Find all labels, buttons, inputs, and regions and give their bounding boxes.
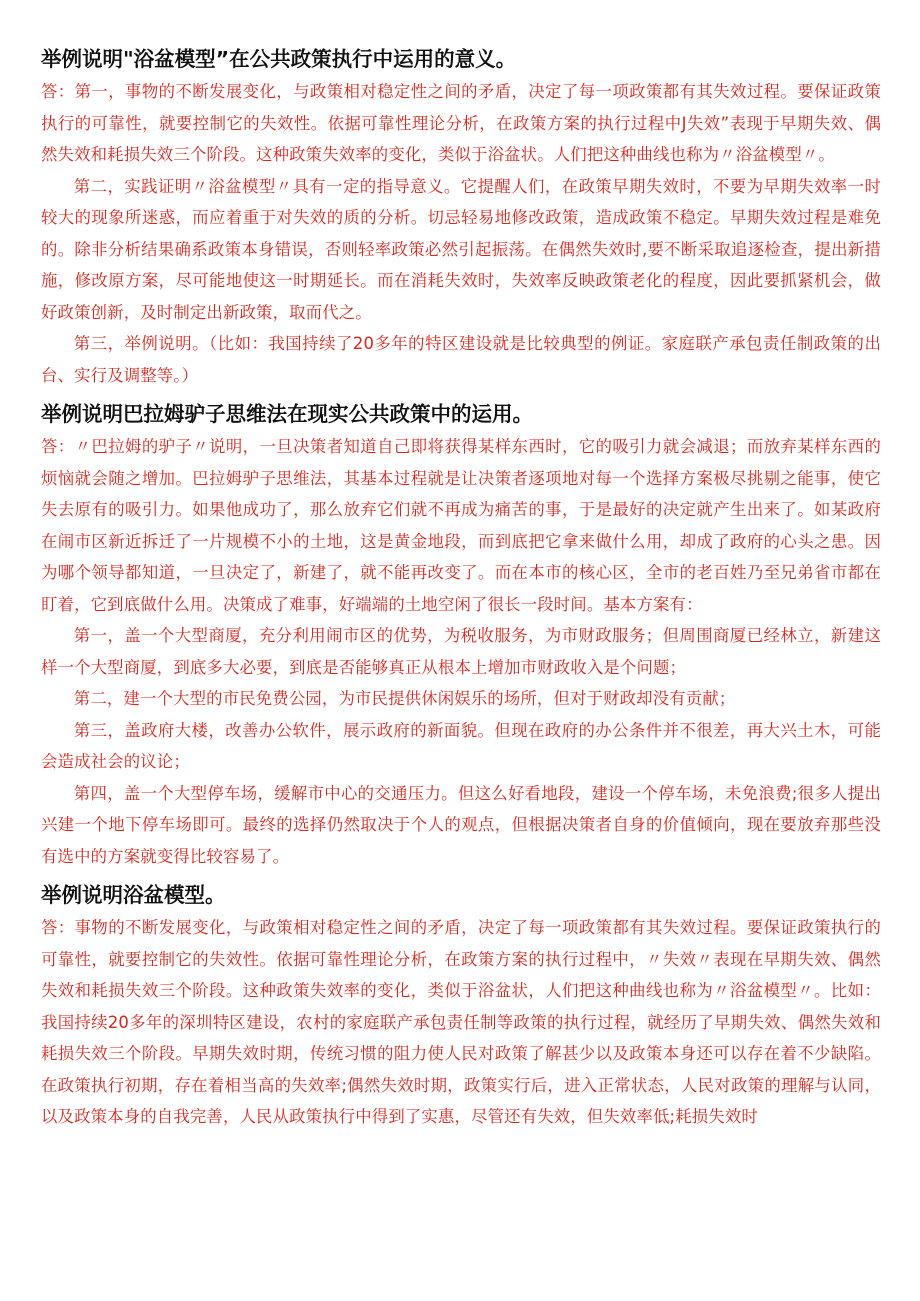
answer-paragraph: 第三，举例说明。（比如：我国持续了20多年的特区建设就是比较典型的例证。家庭联产承包责任制政策的出台、实行及调整等。） [41,334,881,385]
question-section-balaam-donkey [41,399,881,872]
question-heading: 举例说明巴拉姆驴子思维法在现实公共政策中的运用。 [41,402,533,426]
question-heading: 举例说明"浴盆模型”在公共政策执行中运用的意义。 [41,47,517,71]
answer-paragraph: 第三，盖政府大楼，改善办公软件，展示政府的新面貌。但现在政府的办公条件并不很差，再大兴土木，可能会造成社会的议论； [41,720,881,771]
answer-paragraph: 答：〃巴拉姆的驴子〃说明，一旦决策者知道自己即将获得某样东西时，它的吸引力就会减退；而放弃某样东西的烦恼就会随之增加。巴拉姆驴子思维法，其基本过程就是让决策者逐项地对每一个选择方案极尽挑剔之能事，使它失去原有的吸引力。如果他成功了，那么放弃它们就不再成为痛苦的事，于是最好的决定就产生出来了。如某政府在闹市区新近拆迁了一片规模不小的土地，这是黄金地段，而到底把它拿来做什么用，却成了政府的心头之患。因为哪个领导都知道，一旦决定了，新建了，就不能再改变了。而在本市的核心区，全市的老百姓乃至兄弟省市都在盯着，它到底做什么用。决策成了难事，好端端的土地空闲了很长一段时间。基本方案有： [41,437,881,614]
question-heading: 举例说明浴盆模型。 [41,883,226,907]
answer-paragraph: 第二，实践证明〃浴盆模型〃具有一定的指导意义。它提醒人们，在政策早期失效时，不要为早期失效率一时较大的现象所迷惑，而应着重于对失效的质的分析。切忌轻易地修改政策，造成政策不稳定。早期失效过程是难免的。除非分析结果确系政策本身错误，否则轻率政策必然引起振荡。在偶然失效时,要不断采取追逐检查，提出新措施，修改原方案，尽可能地使这一时期延长。而在消耗失效时，失效率反映政策老化的程度，因此要抓紧机会，做好政策创新，及时制定出新政策，取而代之。 [41,176,881,322]
question-section-bathtub-significance [41,44,881,391]
answer-paragraph: 第二，建一个大型的市民免费公园，为市民提供休闲娱乐的场所，但对于财政却没有贡献； [73,689,736,708]
answer-paragraph: 第四，盖一个大型停车场，缓解市中心的交通压力。但这么好看地段，建设一个停车场，未免浪费;很多人提出兴建一个地下停车场即可。最终的选择仍然取决于个人的观点，但根据决策者自身的价值倾向，现在要放弃那些没有选中的方案就变得比较容易了。 [41,783,881,866]
answer-paragraph: 答：事物的不断发展变化，与政策相对稳定性之间的矛盾，决定了每一项政策都有其失效过程。要保证政策执行的可靠性，就要控制它的失效性。依据可靠性理论分析，在政策方案的执行过程中，〃失效〃表现在早期失效、偶然失效和耗损失效三个阶段。这种政策失效率的变化，类似于浴盆状，人们把这种曲线也称为〃浴盆模型〃。比如：我国持续20多年的深圳特区建设，农村的家庭联产承包责任制等政策的执行过程，就经历了早期失效、偶然失效和耗损失效三个阶段。早期失效时期，传统习惯的阻力使人民对政策了解甚少以及政策本身还可以存在着不少缺陷。在政策执行初期，存在着相当高的失效率;偶然失效时期，政策实行后，进入正常状态，人民对政策的理解与认同，以及政策本身的自我完善，人民从政策执行中得到了实惠，尽管还有失效，但失效率低;耗损失效时 [41,918,881,1126]
question-section-bathtub-model [41,880,881,1133]
answer-paragraph: 答：第一，事物的不断发展变化，与政策相对稳定性之间的矛盾，决定了每一项政策都有其失效过程。要保证政策执行的可靠性，就要控制它的失效性。依据可靠性理论分析，在政策方案的执行过程中J失效”表现于早期失效、偶然失效和耗损失效三个阶段。这种政策失效率的变化，类似于浴盆状。人们把这种曲线也称为〃浴盆模型〃。 [41,82,881,164]
document-page [41,44,881,1141]
answer-paragraph: 第一，盖一个大型商厦，充分利用闹市区的优势，为税收服务，为市财政服务；但周围商厦已经林立，新建这样一个大型商厦，到底多大必要，到底是否能够真正从根本上增加市财政收入是个问题； [41,626,881,677]
